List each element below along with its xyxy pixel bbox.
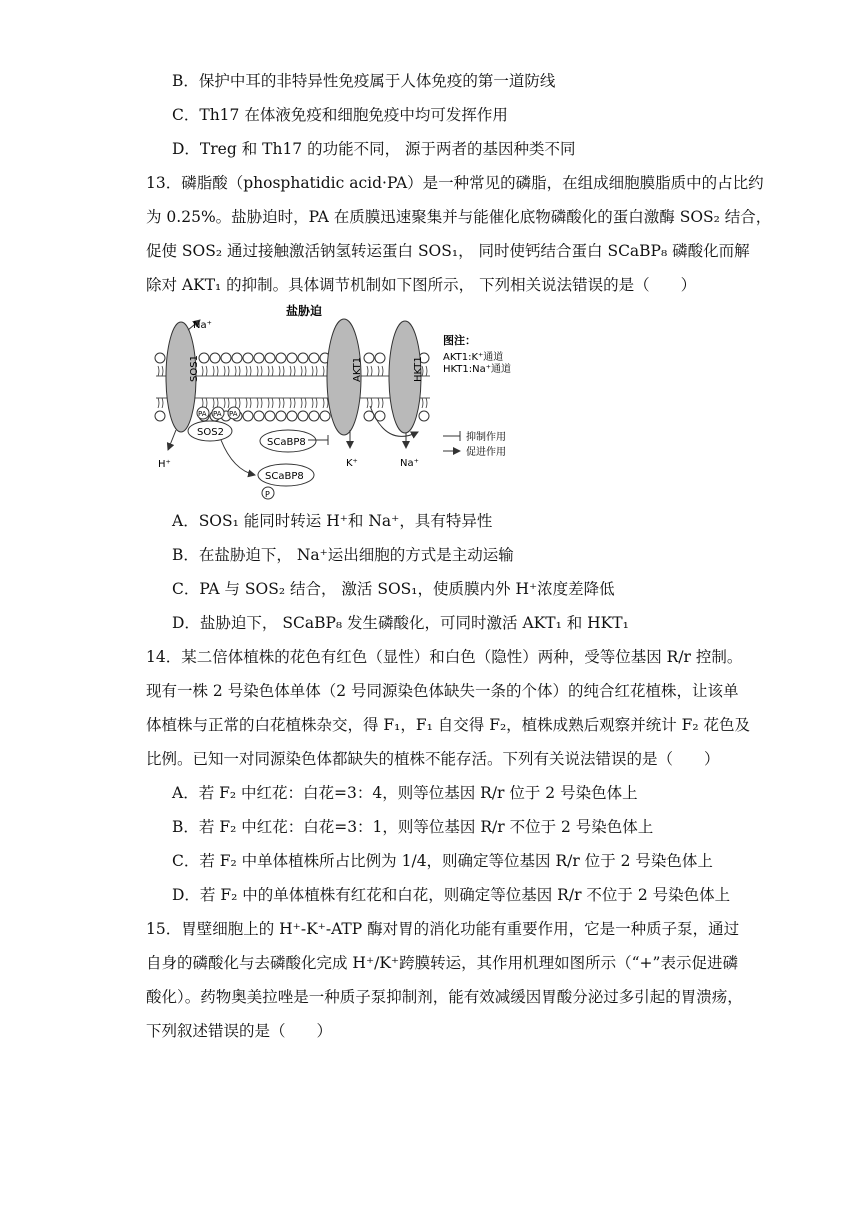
q15-stem-line3: 酸化）。药物奥美拉唑是一种质子泵抑制剂，能有效减缓因胃酸分泌过多引起的胃溃疡， [146, 988, 743, 1006]
q13-option-a: A．SOS₁ 能同时转运 H⁺和 Na⁺，具有特异性 [172, 512, 493, 530]
sos2-label: SOS2 [197, 427, 224, 438]
lipid-tail [279, 366, 284, 376]
lipid-tail [367, 366, 372, 376]
lipid-tail [290, 398, 295, 408]
lipid-tail [213, 398, 218, 408]
lipid-tail [246, 398, 251, 408]
lipid-tail [257, 366, 262, 376]
lipid-head [221, 353, 231, 363]
q13-option-c: C．PA 与 SOS₂ 结合， 激活 SOS₁，使质膜内外 H⁺浓度差降低 [172, 580, 615, 598]
lipid-tail [224, 366, 229, 376]
pa-label: PA [229, 410, 238, 418]
lipid-tail [202, 398, 207, 408]
q14-stem-line4: 比例。已知一对同源染色体都缺失的植株不能存活。下列有关说法错误的是（ ） [146, 750, 720, 768]
lipid-head [232, 353, 242, 363]
q12-option-d: D．Treg 和 Th17 的功能不同， 源于两者的基因种类不同 [172, 140, 576, 158]
lipid-head [265, 353, 275, 363]
akt1-label: AKT1 [352, 356, 363, 382]
lipid-tail [268, 366, 273, 376]
legend-promote: 促进作用 [466, 447, 506, 458]
lipid-head [276, 411, 286, 421]
figure-title: 盐胁迫 [286, 304, 323, 318]
lipid-tail [235, 398, 240, 408]
q14-option-c: C．若 F₂ 中单体植株所占比例为 1/4，则确定等位基因 R/r 位于 2 号染色体上 [172, 852, 713, 870]
na-bottom-label: Na⁺ [400, 458, 419, 469]
lipid-head [199, 353, 209, 363]
q13-option-d: D．盐胁迫下， SCaBP₈ 发生磷酸化，可同时激活 AKT₁ 和 HKT₁ [172, 614, 629, 632]
lipid-head [298, 411, 308, 421]
lipid-head [155, 411, 165, 421]
q15-stem-line2: 自身的磷酸化与去磷酸化完成 H⁺/K⁺跨膜转运，其作用机理如图所示（“+”表示促进磷 [146, 954, 738, 972]
hkt1-label: HKT1 [413, 356, 424, 382]
h-bottom-label: H⁺ [158, 459, 171, 470]
lipid-head [287, 411, 297, 421]
lipid-tail [224, 398, 229, 408]
lipid-head [419, 411, 429, 421]
lipid-tail [301, 398, 306, 408]
lipid-tail [158, 398, 163, 408]
lipid-head [276, 353, 286, 363]
lipid-head [309, 353, 319, 363]
q14-stem-line1: 14．某二倍体植株的花色有红色（显性）和白色（隐性）两种，受等位基因 R/r 控制。 [146, 648, 743, 666]
q15-stem-line1: 15．胃壁细胞上的 H⁺-K⁺-ATP 酶对胃的消化功能有重要作用，它是一种质子泵，通过 [146, 920, 740, 938]
scabp8-p-label: SCaBP8 [265, 471, 304, 482]
q14-option-a: A．若 F₂ 中红花：白花=3：4，则等位基因 R/r 位于 2 号染色体上 [172, 784, 638, 802]
lipid-tail [312, 398, 317, 408]
lipid-tail [367, 398, 372, 408]
lipid-tail [246, 366, 251, 376]
q13-option-b: B．在盐胁迫下， Na⁺运出细胞的方式是主动运输 [172, 546, 514, 564]
lipid-head [243, 411, 253, 421]
lipid-head [287, 353, 297, 363]
legend-akt1: AKT1:K⁺通道 [443, 352, 504, 363]
lipid-tail [378, 398, 383, 408]
lipid-tail [422, 398, 427, 408]
lipid-tail [301, 366, 306, 376]
lipid-head [309, 411, 319, 421]
legend-inhibit: 抑制作用 [466, 432, 506, 443]
lipid-tail [279, 398, 284, 408]
lipid-head [265, 411, 275, 421]
lipid-head [298, 353, 308, 363]
k-bottom-label: K⁺ [346, 458, 358, 469]
phosphate-label: P [265, 490, 270, 499]
q14-stem-line2: 现有一株 2 号染色体单体（2 号同源染色体缺失一条的个体）的纯合红花植株，让该单 [146, 682, 739, 700]
lipid-tail [378, 366, 383, 376]
pa-label: PA [213, 410, 222, 418]
lipid-tail [268, 398, 273, 408]
lipid-tail [158, 366, 163, 376]
q14-stem-line3: 体植株与正常的白花植株杂交，得 F₁，F₁ 自交得 F₂，植株成熟后观察并统计 F₂ 花色及 [146, 716, 751, 734]
lipid-head [320, 411, 330, 421]
q13-stem-line4: 除对 AKT₁ 的抑制。具体调节机制如下图所示， 下列相关说法错误的是（ ） [146, 276, 697, 294]
q14-option-d: D．若 F₂ 中的单体植株有红花和白花，则确定等位基因 R/r 不位于 2 号染色体上 [172, 886, 731, 904]
legend-hkt1: HKT1:Na⁺通道 [443, 364, 512, 375]
lipid-head [155, 353, 165, 363]
lipid-tail [213, 366, 218, 376]
q14-option-b: B．若 F₂ 中红花：白花=3：1，则等位基因 R/r 不位于 2 号染色体上 [172, 818, 654, 836]
scabp8-label: SCaBP8 [267, 437, 306, 448]
lipid-tail [257, 398, 262, 408]
q13-stem-line3: 促使 SOS₂ 通过接触激活钠氢转运蛋白 SOS₁， 同时使钙结合蛋白 SCaBP₈ 磷酸化而解 [146, 242, 750, 260]
lipid-head [254, 411, 264, 421]
lipid-head [210, 353, 220, 363]
legend-title: 图注： [443, 334, 476, 347]
q13-stem-line2: 为 0.25%。盐胁迫时，PA 在质膜迅速聚集并与能催化底物磷酸化的蛋白激酶 SOS₂ 结合， [146, 208, 772, 226]
sos1-label: SOS1 [189, 355, 200, 382]
na-top-label: Na⁺ [193, 320, 212, 331]
lipid-tail [202, 366, 207, 376]
lipid-head [243, 353, 253, 363]
lipid-tail [235, 366, 240, 376]
q12-option-b: B．保护中耳的非特异性免疫属于人体免疫的第一道防线 [172, 72, 556, 90]
promote-arrow [221, 440, 255, 475]
q15-stem-line4: 下列叙述错误的是（ ） [146, 1022, 333, 1040]
lipid-head [364, 353, 374, 363]
lipid-tail [312, 366, 317, 376]
salt-stress-diagram [148, 300, 548, 505]
q13-stem-line1: 13．磷脂酸（phosphatidic acid·PA）是一种常见的磷脂，在组成细胞膜脂质中的占比约 [146, 174, 764, 192]
lipid-tail [290, 366, 295, 376]
lipid-head [375, 353, 385, 363]
lipid-head [254, 353, 264, 363]
lipid-tail [323, 398, 328, 408]
q12-option-c: C．Th17 在体液免疫和细胞免疫中均可发挥作用 [172, 106, 508, 124]
pa-label: PA [198, 410, 207, 418]
